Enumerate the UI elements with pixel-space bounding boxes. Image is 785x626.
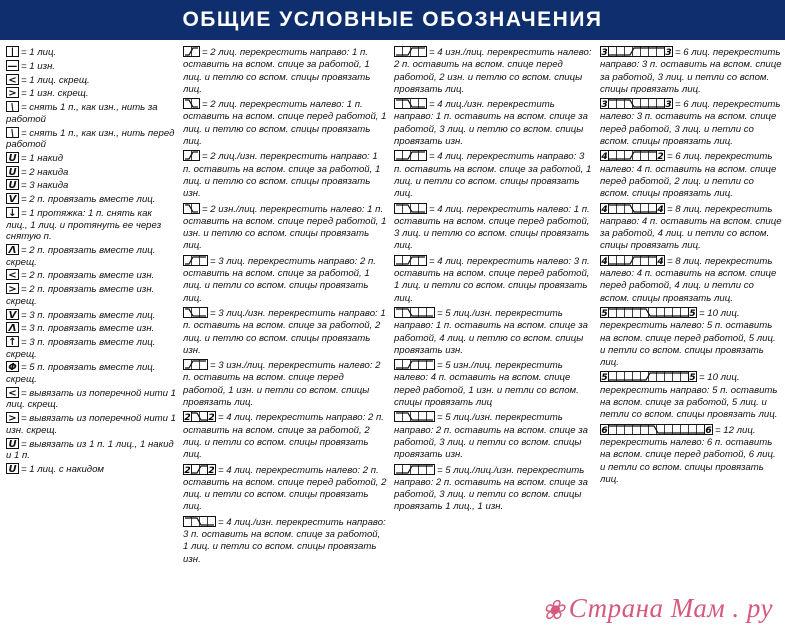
triple-yarn-over-icon xyxy=(6,179,19,190)
svg-text:U: U xyxy=(8,438,17,449)
legend-entry-text: = 10 лиц. перекрестить направо: 5 п. оставить на вспом. спице за работой, 5 лиц. и петли со вспом. спицы провязать лиц. xyxy=(600,372,778,421)
legend-entry-text: = 2 накида xyxy=(21,166,69,178)
k3tog-icon xyxy=(6,309,19,320)
legend-entry-text: = 3 накида xyxy=(21,180,69,192)
legend-entry xyxy=(600,424,782,486)
cross-5a-right-icon xyxy=(394,411,435,422)
legend-entry xyxy=(394,359,594,409)
svg-text:2: 2 xyxy=(657,152,664,162)
legend-entry-text: = 5 п. провязать вместе лиц. скрещ. xyxy=(6,362,156,386)
svg-text:U: U xyxy=(8,152,17,163)
legend-entry-text: = 1 накид xyxy=(21,152,64,164)
page-header xyxy=(0,0,785,40)
svg-text:4: 4 xyxy=(601,152,608,162)
knit-crossed-icon xyxy=(6,74,19,85)
svg-text:4: 4 xyxy=(657,204,664,214)
p2tog-crossed-icon xyxy=(6,283,19,294)
knit-stitch-icon xyxy=(6,46,19,57)
svg-text:>: > xyxy=(8,413,17,424)
cross-knit-purl-right-icon xyxy=(183,150,200,161)
legend-entry xyxy=(183,464,388,514)
legend-entry-text: = 4 лиц./изн. перекрестить направо: 1 п. оставить на вспом. спице за работой, 3 лиц. и петлю со вспом. спицы провязать изн. xyxy=(394,99,588,148)
svg-text:U: U xyxy=(8,166,17,177)
legend-column-2 xyxy=(183,46,388,568)
legend-entry xyxy=(183,411,388,461)
legend-entry xyxy=(6,179,176,192)
legend-entry-text: = 2 п. провязать вместе лиц. xyxy=(21,194,156,206)
svg-text:5: 5 xyxy=(689,373,696,383)
svg-text:3: 3 xyxy=(601,100,608,110)
svg-text:|: | xyxy=(10,47,15,57)
legend-entry xyxy=(183,359,388,409)
legend-entry xyxy=(6,101,176,125)
legend-entry xyxy=(183,203,388,253)
legend-entry xyxy=(183,516,388,566)
legend-entry-text: = 8 лиц. перекрестить налево: 4 п. оставить на вспом. спице перед работой, 4 лиц. и петли со вспом. спицы провязать лиц. xyxy=(600,255,777,304)
cross-6-right-icon xyxy=(600,46,673,57)
watermark-text: Страна Мам . ру xyxy=(568,593,773,623)
legend-entry-text: = 10 лиц. перекрестить налево: 5 п. оставить на вспом. спице перед работой, 5 лиц. и петли со вспом. спицы провязать лиц. xyxy=(600,307,776,369)
svg-text:4: 4 xyxy=(601,256,608,266)
cross-5-purl-knit-icon xyxy=(394,359,435,370)
svg-text:2: 2 xyxy=(184,413,191,423)
legend-entry-text: = 3 п. провязать вместе лиц. xyxy=(21,309,156,321)
svg-text:<: < xyxy=(8,74,17,85)
legend-entry xyxy=(183,46,388,96)
svg-text:6: 6 xyxy=(601,425,608,435)
svg-text:>: > xyxy=(8,284,17,295)
slip-front-icon xyxy=(6,127,19,138)
cross-2-2-right-icon xyxy=(183,46,200,57)
p3tog-icon xyxy=(6,322,19,333)
legend-entry-text: = 1 лиц. xyxy=(21,47,57,58)
legend-entry-text: = 4 лиц. перекрестить налево: 2 п. оставить на вспом. спице перед работой, 2 лиц. и петли со вспом. спицы провязать лиц. xyxy=(183,464,387,513)
yarn-over-icon xyxy=(6,152,19,163)
watermark xyxy=(542,593,773,624)
legend-entry xyxy=(394,255,594,305)
flower-logo-icon: ❀ xyxy=(541,595,565,625)
svg-text:—: — xyxy=(7,60,18,71)
cross-6a-left-icon xyxy=(600,150,665,161)
increase-three-icon xyxy=(6,438,19,449)
legend-entry-text: = 1 лиц. с накидом xyxy=(21,463,104,475)
svg-text:5: 5 xyxy=(689,308,696,318)
legend-entry xyxy=(600,46,782,96)
legend-entry xyxy=(600,255,782,305)
svg-text:<: < xyxy=(8,387,17,398)
legend-entry-text: = снять 1 п., как изн., нить за работой xyxy=(6,102,158,125)
legend-entry-text: = 4 лиц. перекрестить налево: 1 п. оставить на вспом. спице перед работой, 3 лиц. и петлю со вспом. спицы провязать лиц. xyxy=(394,203,590,252)
cross-10-right-icon xyxy=(600,371,697,382)
legend-entry-text: = 2 п. провязать вместе лиц. скрещ. xyxy=(6,244,156,268)
legend-entry xyxy=(600,203,782,253)
k5tog-icon xyxy=(6,361,19,372)
legend-entry xyxy=(183,98,388,148)
legend-entry-text: = 4 лиц./изн. перекрестить направо: 3 п. оставить на вспом. спице за работой, 1 лиц. и петли со вспом. спицы провязать изн. xyxy=(183,516,386,565)
legend-entry-text: = 1 лиц. скрещ. xyxy=(21,74,90,86)
legend-entry xyxy=(6,322,176,335)
legend-entry xyxy=(394,203,594,253)
legend-entry-text: = 5 лиц./изн. перекрестить направо: 2 п. оставить на вспом. спице за работой, 3 лиц. и петли со вспом. спицы провязать изн. xyxy=(394,412,588,461)
cross-4-knit-purl-icon xyxy=(183,516,216,527)
cross-4-purl-knit-icon xyxy=(394,46,427,57)
legend-entry xyxy=(394,411,594,461)
cross-5-knit-purl-icon xyxy=(394,307,435,318)
legend-entry-text: = 2 п. провязать вместе изн. скрещ. xyxy=(6,284,155,307)
legend-entry xyxy=(6,166,176,179)
cross-3-right-icon xyxy=(183,255,208,266)
legend-entry-text: = 4 лиц. перекрестить налево: 3 п. оставить на вспом. спице перед работой, 1 лиц. и петли со вспом. спицы провязать лиц. xyxy=(394,255,590,304)
legend-entry xyxy=(394,307,594,357)
legend-entry xyxy=(394,46,594,96)
svg-text:6: 6 xyxy=(705,425,712,435)
legend-entry-text: = 6 лиц. перекрестить налево: 3 п. оставить на вспом. спице перед работой, 3 лиц. и петли со вспом. спицы провязать лиц. xyxy=(600,99,781,148)
legend-entry-text: = вывязать из 1 п. 1 лиц., 1 накид и 1 п. xyxy=(6,438,174,462)
cross-8-right-icon xyxy=(600,203,665,214)
svg-text:↑: ↑ xyxy=(8,337,17,348)
svg-text:4: 4 xyxy=(657,256,664,266)
legend-entry-text: = 3 п. провязать вместе изн. xyxy=(21,323,155,335)
svg-text:2: 2 xyxy=(208,465,215,475)
psso-icon xyxy=(6,207,19,218)
legend-entry xyxy=(6,207,176,243)
legend-entry-text: = 6 лиц. перекрестить налево: 4 п. оставить на вспом. спице перед работой, 2 лиц. и петли со вспом. спицы провязать лиц. xyxy=(600,151,777,200)
legend-entry xyxy=(6,87,176,100)
svg-text:Φ: Φ xyxy=(8,362,17,373)
svg-text:4: 4 xyxy=(601,204,608,214)
legend-entry xyxy=(394,150,594,200)
legend-entry-text: = 2 изн./лиц. перекрестить налево: 1 п. оставить на вспом. спице перед работой, 1 изн. и петлю со вспом. спицы провязать лиц. xyxy=(183,203,387,252)
legend-entry-text: = 2 лиц. перекрестить направо: 1 п. оставить на вспом. спице за работой, 1 лиц. и петлю со вспом. спицы провязать лиц. xyxy=(183,47,371,95)
p2tog-icon xyxy=(6,269,19,280)
legend-entry-text: = 1 изн. скрещ. xyxy=(21,88,89,100)
legend-entry-text: = 4 лиц. перекрестить направо: 3 п. оставить на вспом. спице за работой, 1 лиц. и петли со вспом. спицы провязать лиц. xyxy=(394,151,592,200)
svg-text:\: \ xyxy=(10,102,15,113)
cross-purl-knit-left-icon xyxy=(183,203,200,214)
cross-4d-left-icon xyxy=(394,255,427,266)
svg-text:2: 2 xyxy=(208,413,215,423)
cross-3-purl-knit-icon xyxy=(183,359,208,370)
legend-entry-text: = 5 лиц./изн. перекрестить направо: 1 п. оставить на вспом. спице за работой, 4 лиц. и петлю со вспом. спицы провязать изн. xyxy=(394,307,588,356)
cross-3-knit-purl-icon xyxy=(183,307,208,318)
legend-entry-text: = 1 протяжка: 1 п. снять как лиц., 1 лиц. и протянуть ее через снятую п. xyxy=(6,208,162,243)
cross-12-left-icon xyxy=(600,424,713,435)
cross-4-right-icon xyxy=(183,411,216,422)
legend-entry xyxy=(183,150,388,200)
legend-entry-text: = 4 изн./лиц. перекрестить налево: 2 п. оставить на вспом. спице перед работой, 2 изн. и петлю со вспом. спицы провязать лиц. xyxy=(394,47,592,95)
svg-text:3: 3 xyxy=(665,48,672,57)
svg-text:5: 5 xyxy=(601,373,608,383)
legend-entry-text: = 4 лиц. перекрестить направо: 2 п. оставить на вспом. спице за работой, 2 лиц. и петли со вспом. спицы провязать лиц. xyxy=(183,412,384,461)
svg-text:5: 5 xyxy=(601,308,608,318)
page-title: ОБЩИЕ УСЛОВНЫЕ ОБОЗНАЧЕНИЯ xyxy=(182,8,603,31)
svg-text:\: \ xyxy=(10,127,15,138)
legend-entry-text: = 5 изн./лиц. перекрестить налево: 4 п. оставить на вспом. спице перед работой, 1 изн. и петли со вспом. спицы провязать лиц xyxy=(394,360,579,409)
legend-entry xyxy=(600,371,782,421)
cross-8-left-icon xyxy=(600,255,665,266)
legend-entry xyxy=(183,307,388,357)
svg-text:V: V xyxy=(8,309,17,320)
cross-5b-right-icon xyxy=(394,464,435,475)
svg-text:3: 3 xyxy=(601,48,608,57)
legend-entry xyxy=(6,127,176,151)
svg-text:U: U xyxy=(8,463,17,474)
legend-entry xyxy=(6,463,176,476)
legend-entry-text: = вывязать из поперечной нити 1 изн. скрещ. xyxy=(6,413,176,436)
legend-entry-text: = 3 лиц. перекрестить направо: 2 п. оставить на вспом. спице за работой, 1 лиц. и петли со вспом. спицы провязать лиц. xyxy=(183,255,376,304)
legend-entry xyxy=(600,307,782,369)
legend-entry xyxy=(6,438,176,462)
legend-entry xyxy=(600,150,782,200)
legend-entry-text: = снять 1 п., как изн., нить перед работой xyxy=(6,127,175,151)
legend-entry-text: = 1 изн. xyxy=(21,60,56,72)
cross-2-2-left-icon xyxy=(183,98,200,109)
legend-entry xyxy=(394,98,594,148)
svg-text:Λ: Λ xyxy=(8,323,17,334)
legend-entry-text: = 3 лиц./изн. перекрестить направо: 1 п. оставить на вспом. спице за работой, 2 лиц. и петлю со вспом. спицы провязать изн. xyxy=(183,307,386,356)
legend-entry xyxy=(6,60,176,73)
cross-4a-right-icon xyxy=(394,98,427,109)
legend-entry-text: = 2 п. провязать вместе изн. xyxy=(21,270,155,282)
legend-entry-text: = 12 лиц. перекрестить налево: 6 п. оставить на вспом. спице перед работой, 6 лиц. и петли со вспом. спицы провязать лиц. xyxy=(600,424,776,485)
svg-text:3: 3 xyxy=(665,100,672,110)
legend-entry xyxy=(6,361,176,385)
legend-entry-text: = 5 лиц./лиц./изн. перекрестить направо: 2 п. оставить на вспом. спице за работой, 3 лиц. и петли со вспом. спицы провязать 1 лиц., 1 изн. xyxy=(394,464,588,513)
legend-entry xyxy=(6,387,176,411)
k2tog-icon xyxy=(6,193,19,204)
svg-text:V: V xyxy=(8,194,17,205)
legend-entry-text: = 2 лиц. перекрестить налево: 1 п. оставить на вспом. спице перед работой, 1 лиц. и петлю со вспом. спицы провязать лиц. xyxy=(183,99,387,148)
legend-entry xyxy=(6,193,176,206)
legend-column-3 xyxy=(394,46,594,516)
svg-text:U: U xyxy=(8,180,17,191)
increase-purl-icon xyxy=(6,412,19,423)
double-yarn-over-icon xyxy=(6,166,19,177)
knit-with-yo-icon xyxy=(6,463,19,474)
purl-stitch-icon xyxy=(6,60,19,71)
legend-entry xyxy=(6,152,176,165)
slip-knitwise-back-icon xyxy=(6,101,19,112)
legend-column-4 xyxy=(600,46,782,488)
legend-entry xyxy=(6,283,176,307)
legend-entry-text: = 3 изн./лиц. перекрестить налево: 2 п. оставить на вспом. спице перед работой, 1 изн. и петли со вспом. спицы провязать лиц. xyxy=(183,360,381,409)
svg-text:↓: ↓ xyxy=(8,208,17,218)
legend-entry xyxy=(6,309,176,322)
legend-entry xyxy=(6,412,176,436)
k2tog-crossed-icon xyxy=(6,244,19,255)
legend-entry xyxy=(6,74,176,87)
legend-entry xyxy=(6,244,176,268)
cross-4b-right-icon xyxy=(394,150,427,161)
cross-4-left-icon xyxy=(183,464,216,475)
svg-text:2: 2 xyxy=(184,465,191,475)
legend-entry xyxy=(6,46,176,59)
svg-text:<: < xyxy=(8,270,17,281)
legend-entry-text: = 8 лиц. перекрестить направо: 4 п. оставить на вспом. спице за работой, 4 лиц. и петли со вспом. спицы провязать лиц. xyxy=(600,203,782,252)
legend-entry-text: = 6 лиц. перекрестить направо: 3 п. оставить на вспом. спице за работой, 3 лиц. и петли со вспом. спицы провязать лиц. xyxy=(600,47,782,95)
legend-entry xyxy=(183,255,388,305)
legend-column-1 xyxy=(6,46,176,477)
legend-entry-text: = вывязать из поперечной нити 1 лиц. скрещ. xyxy=(6,387,176,411)
cross-6-left-icon xyxy=(600,98,673,109)
increase-knit-icon xyxy=(6,387,19,398)
legend-entry-text: = 2 лиц./изн. перекрестить направо: 1 п. оставить на вспом. спице за работой, 1 лиц. и петлю со вспом. спицы провязать изн. xyxy=(183,151,381,200)
legend-entry xyxy=(394,464,594,514)
purl-crossed-icon xyxy=(6,87,19,98)
legend-entry xyxy=(6,269,176,282)
k3tog-crossed-icon xyxy=(6,336,19,347)
cross-4c-left-icon xyxy=(394,203,427,214)
cross-10-left-icon xyxy=(600,307,697,318)
legend-entry-text: = 3 п. провязать вместе лиц. скрещ. xyxy=(6,337,156,360)
legend-entry xyxy=(600,98,782,148)
svg-text:>: > xyxy=(8,88,17,99)
legend-entry xyxy=(6,336,176,360)
svg-text:Λ: Λ xyxy=(8,244,17,255)
